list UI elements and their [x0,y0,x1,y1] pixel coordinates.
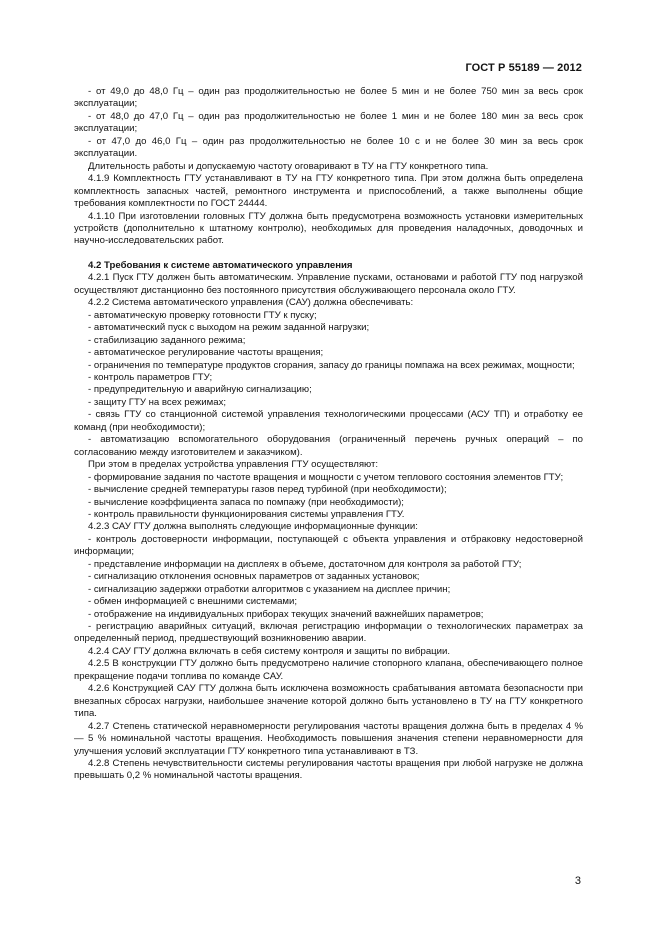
list-item: - регистрацию аварийных ситуаций, включая регистрацию информации о технологических параметрах за определенный период, предшествующий возникновению аварии. [74,621,583,645]
list-item: - контроль параметров ГТУ; [88,371,213,383]
list-item: - контроль достоверности информации, поступающей с объекта управления и отбраковку недостоверной информации; [74,533,583,558]
paragraph: 4.1.9 Комплектность ГТУ устанавливают в ТУ на ГТУ конкретного типа. При этом должна быть определена комплектность запасных частей, ремонтного инструмента и приспособлений, а также выполнены общие требования комплектности по ГОСТ 24444. [74,173,583,210]
document-header: ГОСТ Р 55189 — 2012 [465,62,582,74]
paragraph: 4.2.2 Система автоматического управления (САУ) должна обеспечивать: [88,297,414,309]
list-item: - предупредительную и аварийную сигнализацию; [88,384,312,396]
list-item: - автоматическую проверку готовности ГТУ к пуску; [88,309,317,321]
paragraph: 4.2.3 САУ ГТУ должна выполнять следующие информационные функции: [88,521,418,533]
list-item: - защиту ГТУ на всех режимах; [88,396,227,408]
list-item: - автоматизацию вспомогательного оборудования (ограниченный перечень ручных операций – по согласованию между изготовителем и заказчиком). [74,434,583,458]
page-number: 3 [574,875,581,887]
paragraph: 4.2.8 Степень нечувствительности системы регулирования частоты вращения при любой нагрузке не должна превышать 0,2 % номинальной частоты вращения. [74,758,583,782]
paragraph: 4.2.6 Конструкцией САУ ГТУ должна быть исключена возможность срабатывания автомата безопасности при внезапных сбросах нагрузки, наибольшее значение которой должно быть установлено в ТУ на ГТУ конкретного типа. [74,683,583,720]
paragraph: 4.1.10 При изготовлении головных ГТУ должна быть предусмотрена возможность установки измерительных устройств (дополнительно к штатному контролю), необходимых для проведения наладочных, доводочных и научно-исследовательских работ. [74,210,583,247]
paragraph: - от 49,0 до 48,0 Гц – один раз продолжительностью не более 5 мин и не более 750 мин за весь срок эксплуатации; [74,86,583,110]
list-item: - связь ГТУ со станционной системой управления технологическими процессами (АСУ ТП) и отработку ее команд (при необходимости); [74,409,583,433]
list-item: - стабилизацию заданного режима; [88,334,246,346]
list-item: - формирование задания по частоте вращения и мощности с учетом теплового состояния элементов ГТУ; [88,471,564,483]
paragraph: 4.2.5 В конструкции ГТУ должно быть предусмотрено наличие стопорного клапана, обеспечивающего полное прекращение подачи топлива по команде САУ. [74,658,583,682]
paragraph: 4.2.7 Степень статической неравномерности регулирования частоты вращения должна быть в пределах 4 %— 5 % номинальной частоты вращения. Необходимость повышения значения степени неравномерности для улучшения условий эксплуатации ГТУ конкретного типа устанавливают в ТЗ. [74,720,583,757]
paragraph: 4.2.1 Пуск ГТУ должен быть автоматическим. Управление пусками, остановами и работой ГТУ под нагрузкой осуществляют дистанционно без постоянного присутствия обслуживающего персонала около ГТУ. [74,272,583,296]
list-item: - обмен информацией с внешними системами; [88,596,298,608]
list-item: - контроль правильности функционирования системы управления ГТУ. [88,508,405,520]
paragraph: 4.2.4 САУ ГТУ должна включать в себя систему контроля и защиты по вибрации. [88,645,451,657]
paragraph: Длительность работы и допускаемую частоту оговаривают в ТУ на ГТУ конкретного типа. [88,160,489,172]
list-item: - сигнализацию отклонения основных параметров от заданных установок; [88,571,420,583]
list-item: - сигнализацию задержки отработки алгоритмов с указанием на дисплее причин; [88,583,451,595]
section-heading: 4.2 Требования к системе автоматического управления [88,259,353,271]
list-item: - представление информации на дисплеях в объеме, достаточном для контроля за работой ГТУ; [88,558,522,570]
list-item: - отображение на индивидуальных приборах текущих значений важнейших параметров; [88,608,484,620]
list-item: - автоматическое регулирование частоты вращения; [88,347,324,359]
paragraph: - от 47,0 до 46,0 Гц – один раз продолжительностью не более 10 с и не более 30 мин за весь срок эксплуатации. [74,135,583,160]
document-body [74,86,583,783]
paragraph: - от 48,0 до 47,0 Гц – один раз продолжительностью не более 1 мин и не более 180 мин за весь срок эксплуатации; [74,110,583,135]
paragraph: При этом в пределах устройства управления ГТУ осуществляют: [88,459,379,471]
list-item: - вычисление средней температуры газов перед турбиной (при необходимости); [88,484,447,496]
list-item: - вычисление коэффициента запаса по помпажу (при необходимости); [88,496,404,508]
list-item: - автоматический пуск с выходом на режим заданной нагрузки; [88,322,370,334]
list-item: - ограничения по температуре продуктов сгорания, запасу до границы помпажа на всех режимах, мощности; [88,359,575,371]
